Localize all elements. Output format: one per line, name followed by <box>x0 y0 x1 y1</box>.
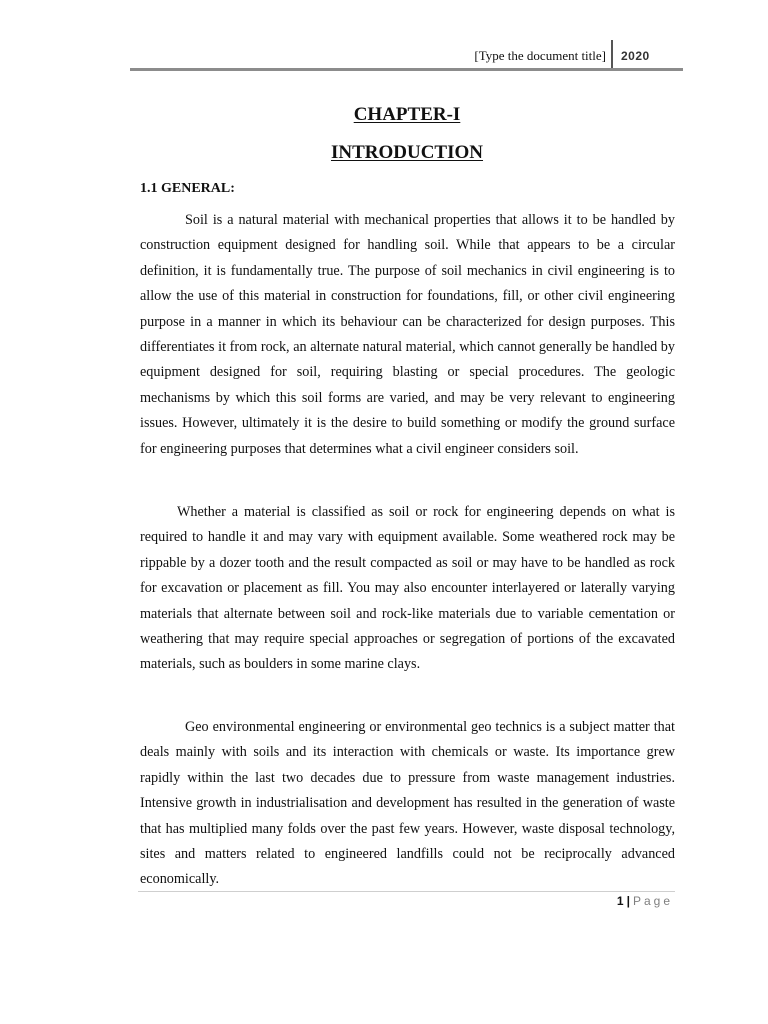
section-heading: 1.1 GENERAL: <box>140 181 235 196</box>
footer-separator: | <box>626 894 630 908</box>
footer-rule <box>138 891 675 892</box>
header-divider <box>611 40 613 71</box>
header-rule <box>130 68 683 71</box>
body-paragraph: Geo environmental engineering or environmental geo technics is a subject matter that deals mainly with soils and its interaction with chemicals or waste. Its importance grew rapidly within the last two decades due to pressure from waste management industries. Intensive growth in industrialisation and development has resulted in the generation of waste that has multiplied many folds over the past few years. However, waste disposal technology, sites and matters related to engineered landfills could not be reciprocally advanced economically. <box>140 719 675 888</box>
body-paragraph: Soil is a natural material with mechanical properties that allows it to be handled by construction equipment designed for handling soil. While that appears to be a circular definition, it is fundamentally true. The purpose of soil mechanics in civil engineering is to allow the use of this material in construction for foundations, fill, or other civil engineering purpose in a manner in which its behaviour can be characterized for design purposes. This differentiates it from rock, an alternate natural material, which cannot generally be handled by equipment designed for soil, requiring blasting or special procedures. The geologic mechanisms by which this soil forms are varied, and may be very relevant to engineering issues. However, ultimately it is the desire to build something or modify the ground surface for engineering purposes that determines what a civil engineer considers soil. <box>140 212 675 457</box>
page-footer <box>617 893 673 909</box>
document-title: [Type the document title] <box>474 48 606 63</box>
page-number: 1 <box>616 894 624 908</box>
page-label: Page <box>632 894 673 908</box>
chapter-subtitle: INTRODUCTION <box>330 142 484 163</box>
chapter-title: CHAPTER-I <box>353 104 461 125</box>
body-paragraph: Whether a material is classified as soil or rock for engineering depends on what is required to handle it and may vary with equipment available. Some weathered rock may be rippable by a dozer tooth and the result compacted as soil or may have to be handled as rock for excavation or placement as fill. You may also encounter interlayered or laterally varying materials that alternate between soil and rock-like materials due to variable cementation or weathering that may require special approaches or segregation of portions of the excavated materials, such as boulders in some marine clays. <box>140 504 675 673</box>
document-year: 2020 <box>621 49 650 63</box>
